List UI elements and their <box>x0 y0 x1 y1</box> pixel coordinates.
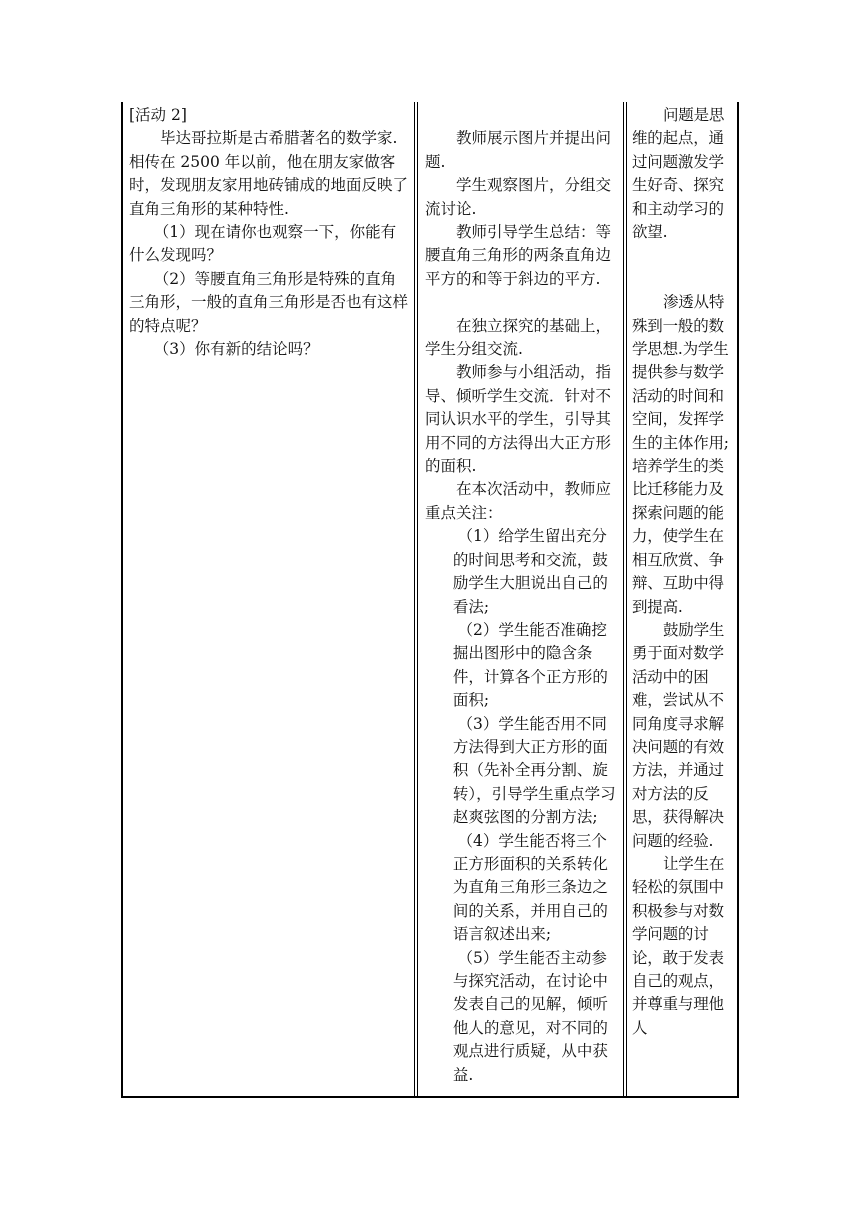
table-divider-1 <box>414 102 415 1098</box>
focus-point-4: （4）学生能否将三个正方形面积的关系转化为直角三角形三条边之间的关系，并用自己的语言叙述出来; <box>452 831 608 944</box>
table-border-bottom <box>121 1096 739 1098</box>
group-exchange: 在独立探究的基础上，学生分组交流. <box>425 316 612 359</box>
focus-point-1: （1）给学生留出充分的时间思考和交流，鼓励学生大胆说出自己的看法; <box>452 527 608 616</box>
teacher-student-activity-column <box>425 104 617 1087</box>
intent-face-difficulty: 鼓励学生勇于面对数学活动中的困难，尝试从不同角度寻求解决问题的有效方法，并通过对方法的反思，获得解决问题的经验. <box>632 620 725 850</box>
teacher-summary: 教师引导学生总结：等腰直角三角形的两条直角边平方的和等于斜边的平方. <box>425 223 612 288</box>
students-observe: 学生观察图片，分组交流讨论. <box>425 176 612 218</box>
table-border-right <box>737 102 739 1098</box>
intent-special-to-general: 渗透从特殊到一般的数学思想.为学生提供参与数学活动的时间和空间，发挥学生的主体作用;培养学生的类比迁移能力及探索问题的能力，使学生在相互欣赏、争辩、互助中得到提高. <box>632 293 729 616</box>
focus-point-5: （5）学生能否主动参与探究活动，在讨论中发表自己的见解，倾听他人的意见，对不同的观点进行质疑，从中获益. <box>452 948 608 1084</box>
table-divider-2 <box>623 102 624 1098</box>
design-intent-column <box>632 104 734 1040</box>
teacher-focus-intro: 在本次活动中，教师应重点关注： <box>425 480 612 522</box>
table-border-left <box>121 102 123 1098</box>
activity-content-column <box>129 104 409 361</box>
table-divider-2-inner <box>626 102 627 1098</box>
focus-point-2: （2）学生能否准确挖掘出图形中的隐含条件，计算各个正方形的面积; <box>452 620 608 710</box>
intent-discussion: 让学生在轻松的氛围中积极参与对数学问题的讨论，敢于发表自己的观点，并尊重与理他人 <box>632 854 725 1037</box>
question-2: （2）等腰直角三角形是特殊的直角三角形，一般的直角三角形是否也有这样的特点呢？ <box>129 269 409 335</box>
table-divider-1-inner <box>417 102 418 1098</box>
activity-heading: [活动 2] <box>129 106 187 124</box>
intent-problem-driven: 问题是思维的起点，通过问题激发学生好奇、探究和主动学习的欲望. <box>632 106 725 242</box>
activity-intro: 毕达哥拉斯是古希腊著名的数学家.相传在 2500 年以前，他在朋友家做客时，发现朋友家用地砖铺成的地面反映了直角三角形的某种特性. <box>129 129 409 218</box>
question-3: （3）你有新的结论吗？ <box>153 340 319 359</box>
question-1: （1）现在请你也观察一下，你能有什么发现吗？ <box>129 223 397 265</box>
teacher-participation: 教师参与小组活动，指导、倾听学生交流．针对不同认识水平的学生，引导其用不同的方法得出大正方形的面积. <box>425 363 612 476</box>
focus-point-3: （3）学生能否用不同方法得到大正方形的面积（先补全再分割、旋转），引导学生重点学习赵爽弦图的分割方法; <box>452 714 616 827</box>
teacher-shows-picture: 教师展示图片并提出问题. <box>425 129 612 171</box>
